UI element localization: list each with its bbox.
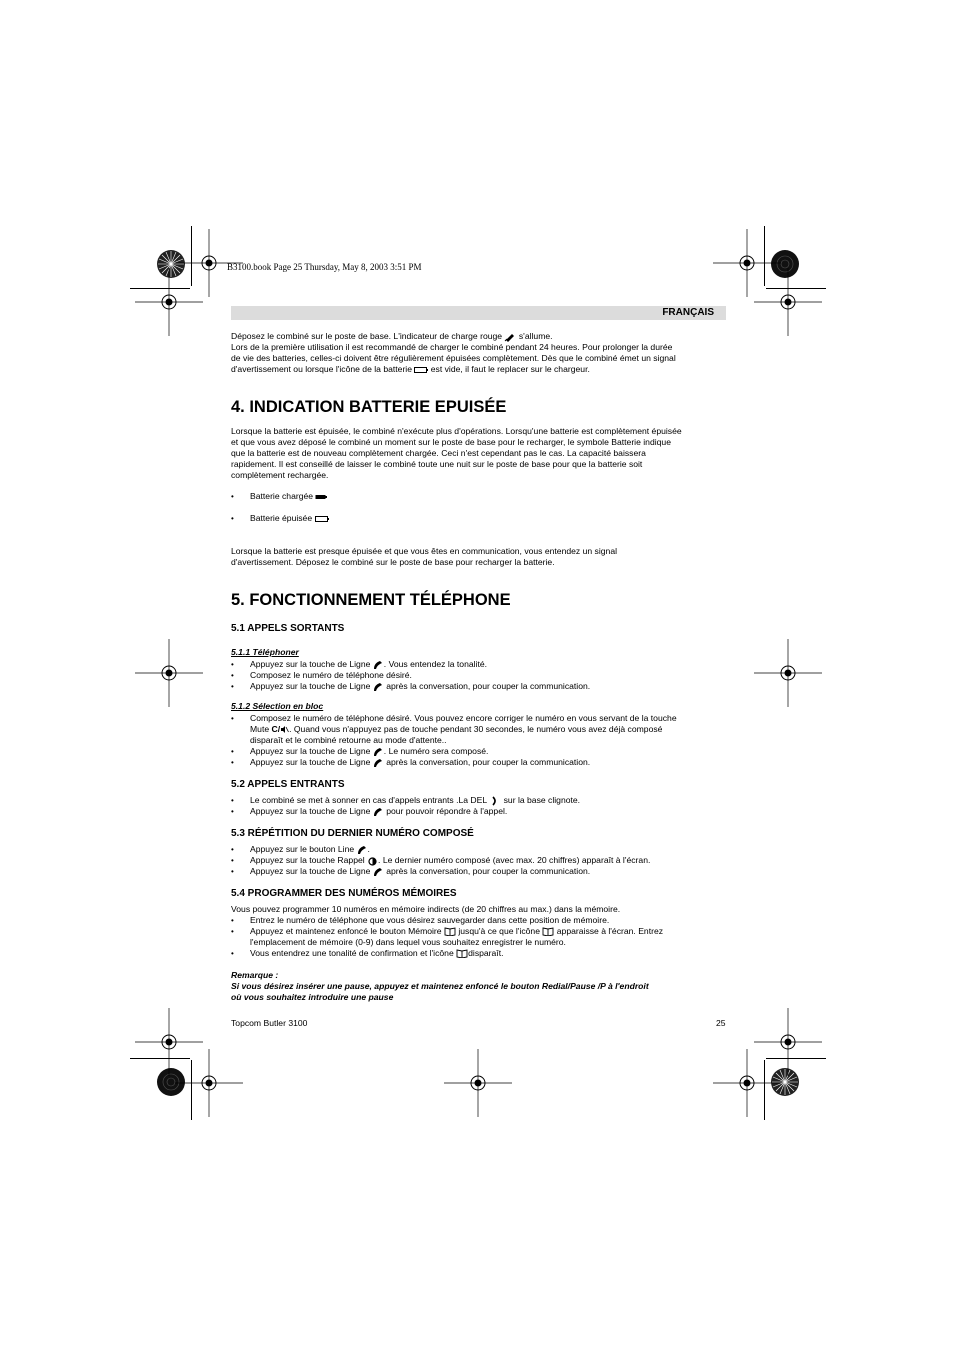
bullet: • [231,492,234,501]
language-bar [231,306,726,320]
bullet: • [231,807,234,816]
line-key-icon [373,807,384,817]
bullet-text: . Vous entendez la tonalité. [383,659,487,669]
bullet-text: Mute [250,724,270,734]
paragraph-line: complètement rechargée. [231,470,329,480]
bullet-text: . Quand vous n'appuyez pas de touche pendant 30 secondes, le numéro vous avez déjà composé [289,724,663,734]
bullet-text: Entrez le numéro de téléphone que vous désirez sauvegarder dans cette position de mémoire. [250,915,610,925]
intro-line: est vide, il faut le replacer sur le chargeur. [430,364,590,374]
bullet-text: Composez le numéro de téléphone désiré. [250,670,412,680]
intro-line: s'allume. [518,331,553,341]
section-5-heading: 5. FONCTIONNEMENT TÉLÉPHONE [231,591,511,609]
section-4-heading: 4. INDICATION BATTERIE EPUISÉE [231,398,507,416]
bullet: • [231,514,234,523]
led-icon [489,796,501,806]
bullet-text: . Le dernier numéro composé (avec max. 20 chiffres) apparaît à l'écran. [378,855,651,865]
language-label: FRANÇAIS [662,307,714,318]
line-key-icon [357,845,368,855]
paragraph-line: et que vous avez déposé le combiné un moment sur le poste de base pour le recharger, le symbole Batterie indique [231,437,671,447]
line-key-icon [373,682,384,692]
remark-line: Si vous désirez insérer une pause, appuyez et maintenez enfoncé le bouton Redial/Pause /P à l'endroit [231,981,649,991]
line-key-icon [373,867,384,877]
bullet-text: apparaisse à l'écran. Entrez [556,926,664,936]
intro-line: Lors de la première utilisation il est recommandé de charger le combiné pendant 24 heures. Pour prolonger la durée [231,342,673,352]
file-info: B3100.book Page 25 Thursday, May 8, 2003 3:51 PM [227,262,422,272]
remark-label: Remarque : [231,970,279,980]
memory-book-icon [444,927,456,936]
bullet-text: pour pouvoir répondre à l'appel. [386,806,508,816]
bullet: • [231,671,234,680]
paragraph-line: Lorsque la batterie est presque épuisée et que vous êtes en communication, vous entendez un signal [231,546,618,556]
page-number: 25 [716,1018,726,1028]
bullet-text: Vous entendrez une tonalité de confirmation et l'icône [250,948,454,958]
bullet: • [231,949,234,958]
bullet: • [231,660,234,669]
bullet-text: après la conversation, pour couper la communication. [386,757,591,767]
bullet: • [231,856,234,865]
bullet: • [231,927,234,936]
bullet: • [231,714,234,723]
section-5-1-heading: 5.1 APPELS SORTANTS [231,623,345,634]
bullet-text: Appuyez sur la touche de Ligne [250,746,371,756]
bullet: • [231,845,234,854]
battery-empty-icon [315,515,329,523]
line-key-icon [373,758,384,768]
bullet-text: Batterie épuisée [250,513,313,523]
bullet-text: disparaît et le combiné retourne au mode d'attente.. [250,735,447,745]
registration-target [135,639,203,707]
bullet: • [231,758,234,767]
bullet-text: Le combiné se met à sonner en cas d'appels entrants .La DEL [250,795,487,805]
bullet-text: sur la base clignote. [503,795,581,805]
bullet-text: disparaît. [468,948,504,958]
line-key-icon [373,747,384,757]
mute-icon [280,725,289,734]
section-5-4-heading: 5.4 PROGRAMMER DES NUMÉROS MÉMOIRES [231,888,457,899]
intro-paragraph [231,331,726,375]
section-5-3-heading: 5.3 RÉPÉTITION DU DERNIER NUMÉRO COMPOSÉ [231,828,474,839]
paragraph-line: Lorsque la batterie est épuisée, le combiné n'exécute plus d'opérations. Lorsqu'une batterie est complètement épuisée [231,426,682,436]
section-4-paragraph-1 [231,426,726,481]
bullet-text: Appuyez et maintenez enfoncé le bouton Mémoire [250,926,442,936]
registration-target [135,268,203,336]
bullet-text: Composez le numéro de téléphone désiré. Vous pouvez encore corriger le numéro en vous servant de la touche [250,713,677,723]
bullet: • [231,916,234,925]
registration-target [713,1049,781,1117]
bullet-text: . Le numéro sera composé. [383,746,489,756]
bullet-text: Batterie chargée [250,491,314,501]
section-5-1-1-heading: 5.1.1 Téléphoner [231,647,299,657]
paragraph-line: d'avertissement. Déposez le combiné sur le poste de base pour recharger la batterie. [231,557,555,567]
mute-key-label: C/ [271,724,281,734]
bullet: • [231,796,234,805]
bullet-text: Appuyez sur la touche de Ligne [250,681,371,691]
bullet: • [231,867,234,876]
registration-target [175,1049,243,1117]
remark-line: où vous souhaitez introduire une pause [231,992,394,1002]
bullet-text: Appuyez sur le bouton Line [250,844,355,854]
battery-full-icon [315,493,327,501]
bullet-text: Appuyez sur la touche de Ligne [250,659,371,669]
intro-line: Déposez le combiné sur le poste de base. L'indicateur de charge rouge [231,331,503,341]
bullet-text: Appuyez sur la touche de Ligne [250,866,371,876]
section-5-1-2-heading: 5.1.2 Sélection en bloc [231,701,324,711]
section-5-4-intro: Vous pouvez programmer 10 numéros en mémoire indirects (de 20 chiffres au max.) dans la mémoire. [231,904,621,914]
section-5-2-heading: 5.2 APPELS ENTRANTS [231,779,345,790]
memory-book-icon [456,949,468,958]
bullet-text: après la conversation, pour couper la communication. [386,681,591,691]
remark [231,970,726,1003]
registration-target [444,1049,512,1117]
paragraph-line: rapidement. Il est conseillé de laisser le combiné toute une nuit sur le poste de base pour que la batterie soit [231,459,643,469]
bullet-text: après la conversation, pour couper la communication. [386,866,591,876]
registration-target [754,268,822,336]
bullet: • [231,682,234,691]
bullet-text: Appuyez sur la touche Rappel [250,855,365,865]
footer-product: Topcom Butler 3100 [231,1018,308,1028]
charge-led-icon [504,332,516,342]
section-4-paragraph-2 [231,546,726,568]
bullet: • [231,747,234,756]
bullet-text: l'emplacement de mémoire (0-9) dans lequel vous souhaitez enregistrer le numéro. [250,937,566,947]
bullet-text: . [367,844,370,854]
paragraph-line: que la batterie est de nouveau complètement chargée. Ceci n'est cependant pas le cas. La capacité baissera [231,448,646,458]
redial-icon [367,856,378,866]
bullet-text: Appuyez sur la touche de Ligne [250,757,371,767]
intro-line: de vie des batteries, celles-ci doivent être régulièrement épuisées complètement. Dès que le combiné émet un signal [231,353,676,363]
bullet-text: Appuyez sur la touche de Ligne [250,806,371,816]
intro-line: d'avertissement ou lorsque l'icône de la batterie [231,364,412,374]
bullet-text: jusqu'à ce que l'icône [458,926,540,936]
line-key-icon [373,660,384,670]
registration-target [754,639,822,707]
battery-empty-icon [414,366,428,374]
memory-book-icon [542,927,554,936]
